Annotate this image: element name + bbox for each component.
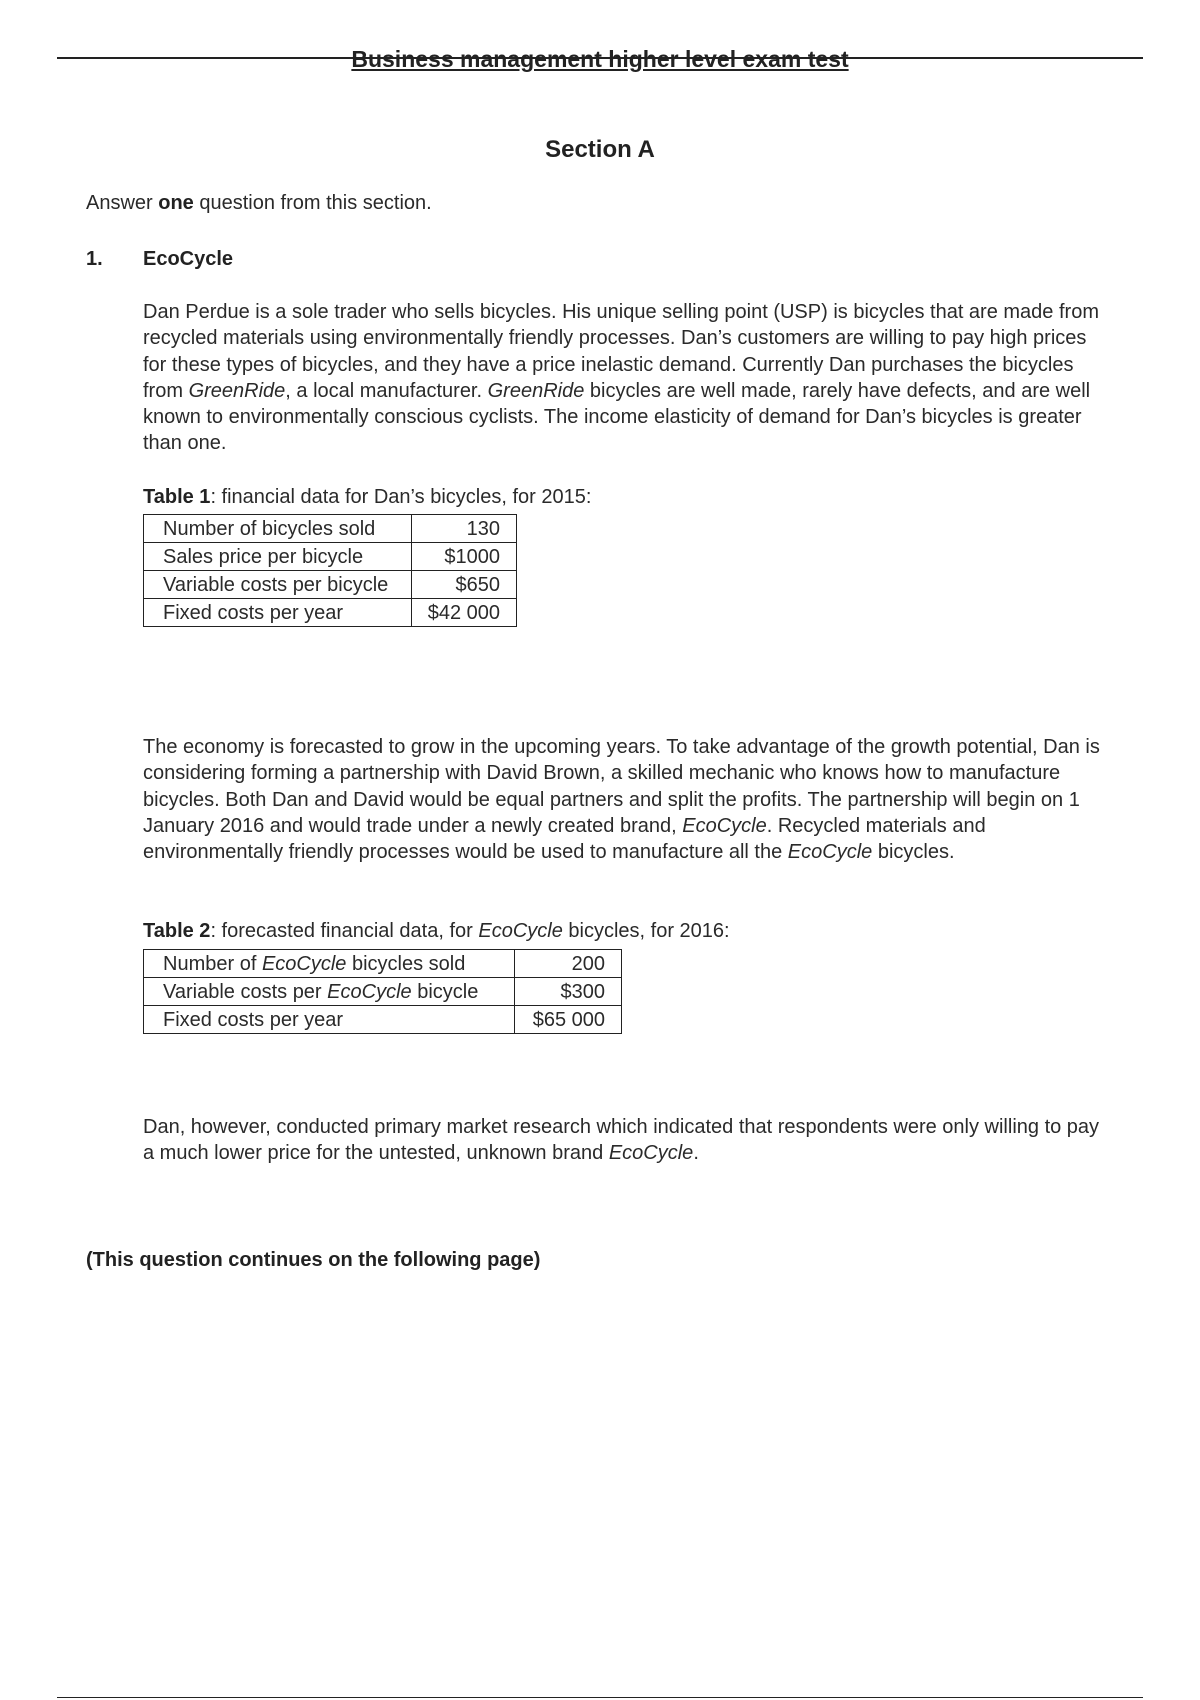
table-cell-value: $65 000 xyxy=(515,1006,622,1034)
question.table2.rows.2.label-text-run: Fixed costs per year xyxy=(163,1009,344,1031)
table1-caption-label: Table 1 xyxy=(143,486,211,508)
table-cell-label xyxy=(144,543,412,571)
question.para2-text-run: The economy is forecasted to grow in the upcoming years. To take advantage of the growth potential, Dan is considering forming a partnership with David Brown, a skilled mechanic who knows how to manufacture bicycles. Both Dan and David would be equal partners and split the profits. The partnership will begin on 1 January 2016 and would trade under a newly created brand, xyxy=(143,736,1100,837)
question.para2-italic-run: EcoCycle xyxy=(787,841,873,864)
instruction-text-start: Answer xyxy=(86,192,159,214)
question.table2.rows.0.label-italic-run: EcoCycle xyxy=(261,953,347,975)
table-cell-value: $650 xyxy=(412,571,517,599)
table-cell-value: $300 xyxy=(515,978,622,1006)
question.para3-text-run: . xyxy=(693,1142,699,1165)
question.para2-italic-run: EcoCycle xyxy=(682,814,767,837)
table2-caption xyxy=(143,920,730,943)
question.para1-text-run: bicycles are well made, rarely have defects, and are well known to environmentally conscious cyclists. The income elasticity of demand for Dan’s bicycles is greater than one. xyxy=(143,379,1091,455)
question.table2.rows.0.label-text-run: Number of xyxy=(163,953,262,975)
question-intro-paragraph xyxy=(143,299,1103,457)
question.para3-italic-run: EcoCycle xyxy=(608,1142,694,1165)
table-cell-label xyxy=(144,950,515,978)
section-instructions xyxy=(86,192,432,215)
question.para3-text-run: Dan, however, conducted primary market research which indicated that respondents were only willing to pay a much lower price for the untested, unknown brand xyxy=(143,1116,1100,1165)
question.table1.caption-text-run: : financial data for Dan’s bicycles, for 2015: xyxy=(210,486,592,508)
question.para1-italic-run: GreenRide xyxy=(188,379,286,402)
question.table2.caption-text-run: bicycles, for 2016: xyxy=(562,920,730,942)
question-number: 1. xyxy=(86,248,103,270)
table-cell-value: 200 xyxy=(515,950,622,978)
table2-forecast-data xyxy=(143,949,622,1034)
question.table2.rows.1.label-text-run: Variable costs per xyxy=(163,981,328,1003)
table-row xyxy=(144,950,622,978)
question.para1-italic-run: GreenRide xyxy=(487,379,585,402)
question.para2-text-run: bicycles. xyxy=(872,841,955,864)
question.table2.rows.0.label-text-run: bicycles sold xyxy=(346,953,466,975)
instruction-emphasis: one xyxy=(158,192,194,214)
table-cell-label xyxy=(144,599,412,627)
question.table2.rows.1.label-italic-run: EcoCycle xyxy=(327,981,412,1003)
continues-note: (This question continues on the following page) xyxy=(86,1249,541,1271)
table-row xyxy=(144,543,517,571)
question.table2.caption-text-run: : forecasted financial data, for xyxy=(210,920,479,942)
table-cell-label xyxy=(144,571,412,599)
table2-caption-text xyxy=(210,920,729,942)
question-title: EcoCycle xyxy=(143,248,234,270)
table-cell-value: $1000 xyxy=(412,543,517,571)
question.para1-text-run: Dan Perdue is a sole trader who sells bicycles. His unique selling point (USP) is bicycles that are made from recycled materials using environmentally friendly processes. Dan’s customers are willing to pay high prices for these types of bicycles, and they have a price inelastic demand. Currently Dan purchases the bicycles from xyxy=(143,301,1099,402)
section-title: Section A xyxy=(545,136,655,163)
table-row xyxy=(144,1006,622,1034)
table-row xyxy=(144,571,517,599)
table1-financial-data xyxy=(143,514,517,627)
partnership-paragraph xyxy=(143,734,1103,865)
market-research-paragraph xyxy=(143,1114,1103,1167)
question.table1.rows.3.label-text-run: Fixed costs per year xyxy=(163,602,344,624)
table-row xyxy=(144,599,517,627)
question.para1-text-run: , a local manufacturer. xyxy=(285,379,488,402)
question.para2-text-run: . Recycled materials and environmentally friendly processes would be used to manufacture all the xyxy=(143,814,986,864)
table-cell-label xyxy=(144,515,412,543)
instruction-text-end: question from this section. xyxy=(193,192,432,214)
question.table2.rows.1.label-text-run: bicycle xyxy=(411,981,479,1003)
table1-caption xyxy=(143,486,591,509)
table1-caption-text xyxy=(210,486,591,508)
table-cell-value: $42 000 xyxy=(412,599,517,627)
question.table1.rows.0.label-text-run: Number of bicycles sold xyxy=(163,518,376,540)
table-cell-label xyxy=(144,978,515,1006)
question.table2.caption-italic-run: EcoCycle xyxy=(478,920,563,942)
page-header-title: Business management higher level exam test xyxy=(351,46,849,72)
table2-caption-label: Table 2 xyxy=(143,920,211,942)
question.table1.rows.2.label-text-run: Variable costs per bicycle xyxy=(163,574,389,596)
table-row xyxy=(144,978,622,1006)
table-cell-value: 130 xyxy=(412,515,517,543)
footer-rule xyxy=(57,1697,1143,1698)
table-row xyxy=(144,515,517,543)
question.table1.rows.1.label-text-run: Sales price per bicycle xyxy=(163,546,364,568)
table-cell-label xyxy=(144,1006,515,1034)
